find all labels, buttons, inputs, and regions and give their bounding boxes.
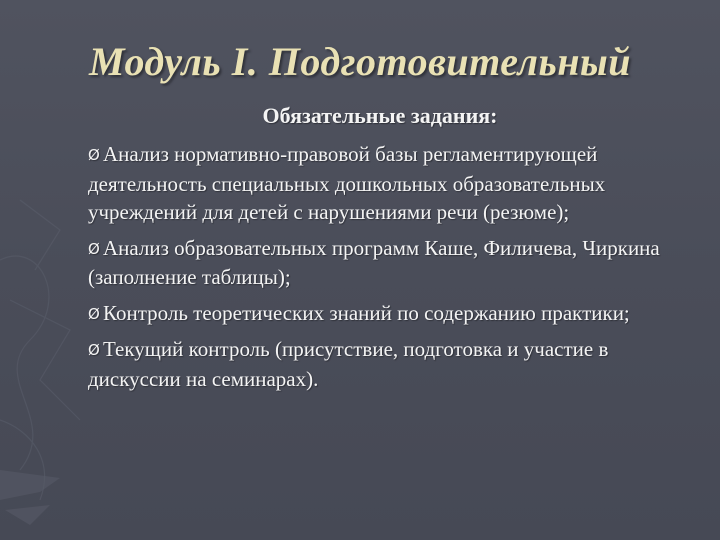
list-item: [88, 140, 698, 227]
list-item: [88, 299, 698, 329]
list-item-text: Контроль теоретических знаний по содержанию практики;: [103, 300, 630, 325]
list-item-text: Анализ нормативно-правовой базы регламентирующей деятельность специальных дошкольных образовательных учреждений для детей с нарушениями речи (резюме);: [88, 142, 606, 224]
arrow-bullet-icon: Ø: [88, 304, 100, 323]
list-item-text: Текущий контроль (присутствие, подготовка и участие в дискуссии на семинарах).: [88, 337, 609, 391]
list-item: [88, 335, 698, 393]
list-item-text: Анализ образовательных программ Каше, Филичева, Чиркина (заполнение таблицы);: [88, 235, 660, 289]
slide-title: Модуль I. Подготовительный: [88, 39, 632, 84]
arrow-bullet-icon: Ø: [88, 146, 100, 164]
arrow-bullet-icon: Ø: [88, 239, 100, 258]
arrow-bullet-icon: Ø: [88, 341, 100, 359]
list-item: [88, 234, 698, 292]
slide-subtitle: Обязательные задания:: [262, 103, 498, 128]
task-list: [88, 140, 698, 400]
